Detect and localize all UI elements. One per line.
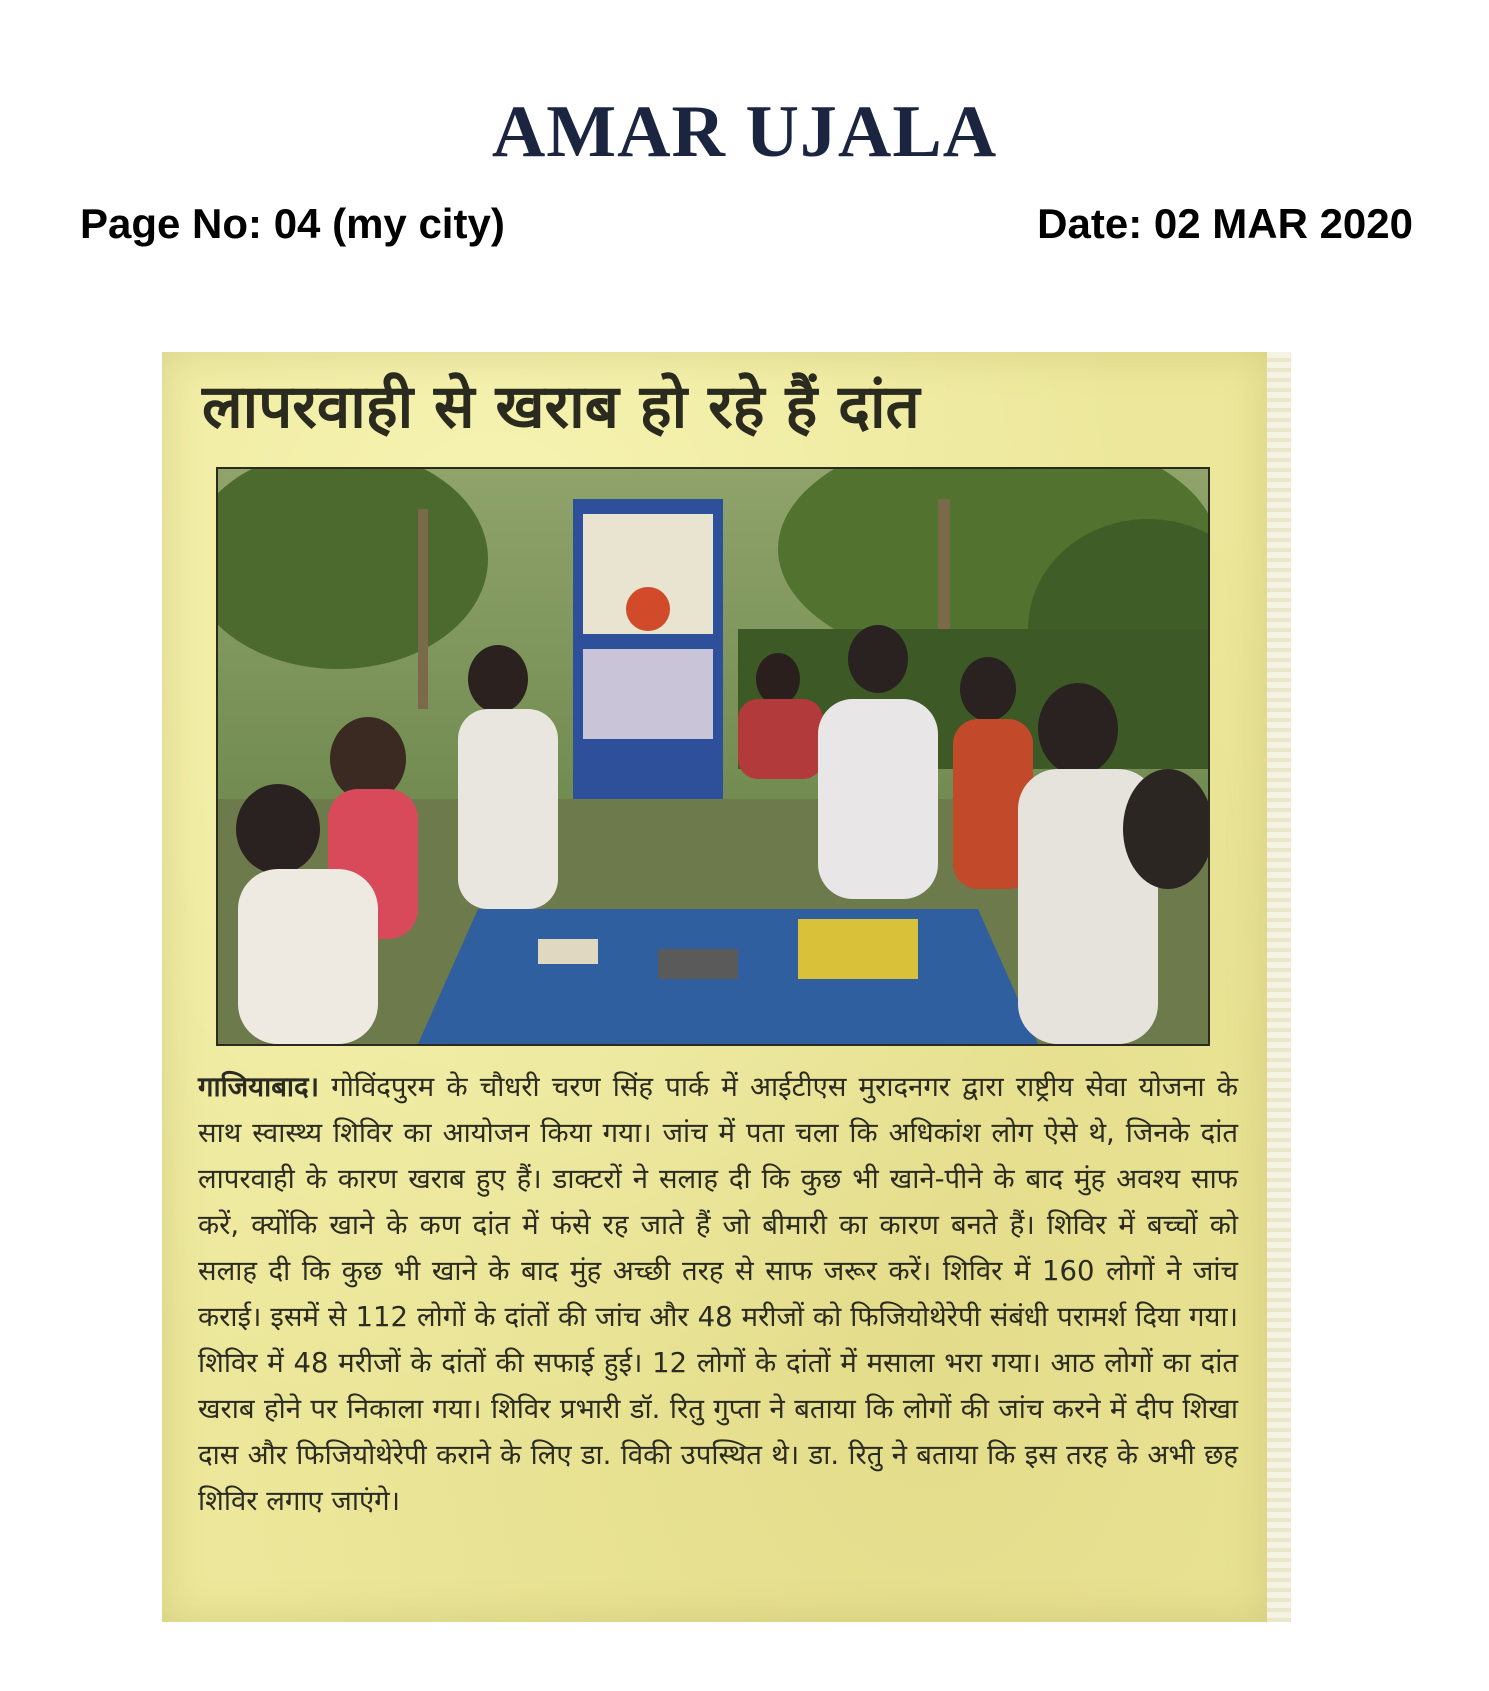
newspaper-clipping (162, 352, 1267, 1622)
article-body (198, 1064, 1238, 1524)
article-text: गोविंदपुरम के चौधरी चरण सिंह पार्क में आईटीएस मुरादनगर द्वारा राष्ट्रीय सेवा योजना के साथ स्वास्थ्य शिविर का आयोजन किया गया। जांच में पता चला कि अधिकांश लोग ऐसे थे, जिनके दांत लापरवाही के कारण खराब हुए हैं। डाक्टरों ने सलाह दी कि कुछ भी खाने-पीने के बाद मुंह अवश्य साफ करें, क्योंकि खाने के कण दांत में फंसे रह जाते हैं जो बीमारी का कारण बनते हैं। शिविर में बच्चों को सलाह दी कि कुछ भी खाने के बाद मुंह अच्छी तरह से साफ जरूर करें। शिविर में 160 लोगों ने जांच कराई। इसमें से 112 लोगों के दांतों की जांच और 48 मरीजों को फिजियोथेरेपी संबंधी परामर्श दिया गया। शिविर में 48 मरीजों के दांतों की सफाई हुई। 12 लोगों के दांतों में मसाला भरा गया। आठ लोगों का दांत खराब होने पर निकाला गया। शिविर प्रभारी डॉ. रितु गुप्ता ने बताया कि लोगों की जांच करने में दीप शिखा दास और फिजियोथेरेपी कराने के लिए डा. विकी उपस्थित थे। डा. रितु ने बताया कि इस तरह के अभी छह शिविर लगाए जाएंगे। (198, 1071, 1238, 1517)
article-dateline: गाजियाबाद। (198, 1071, 320, 1103)
photo-illustration (218, 469, 1208, 1044)
news-photo (216, 467, 1210, 1046)
publication-date: Date: 02 MAR 2020 (1037, 200, 1413, 247)
headline: लापरवाही से खराब हो रहे हैं दांत (202, 372, 920, 442)
masthead: AMAR UJALA (491, 91, 998, 173)
page-number: Page No: 04 (my city) (80, 200, 505, 247)
